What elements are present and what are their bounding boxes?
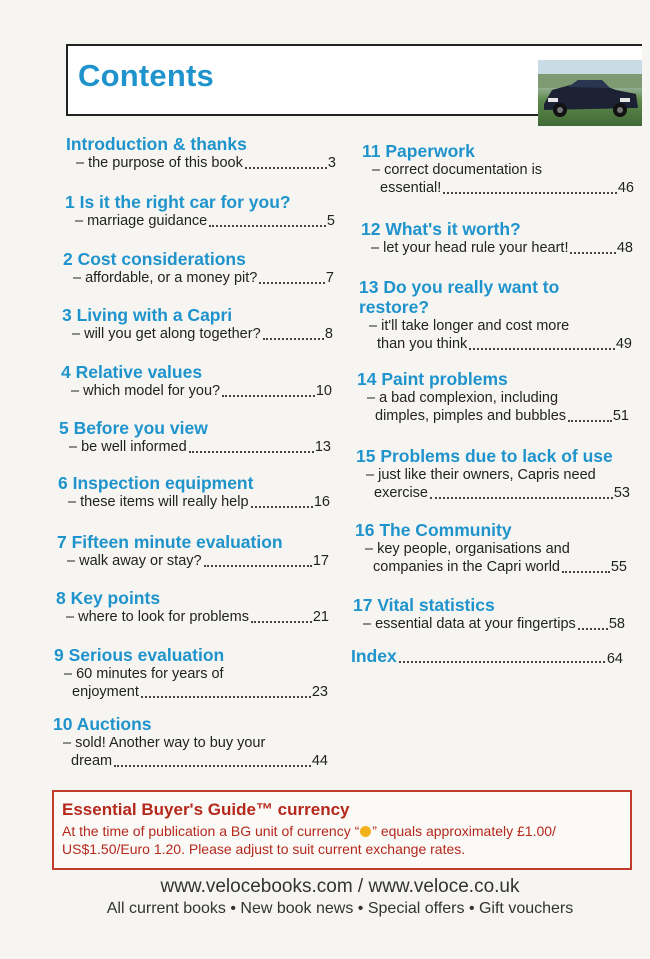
- toc-entry-description-text: – correct documentation is: [372, 162, 543, 178]
- leader-dots: [204, 565, 312, 567]
- contents-header: [66, 44, 642, 116]
- toc-entry-description: [61, 382, 332, 400]
- leader-dots: [114, 765, 311, 767]
- toc-entry-description-text: – sold! Another way to buy your: [63, 735, 266, 751]
- leader-dots: [443, 192, 617, 194]
- toc-entry-description-text: – just like their owners, Capris need: [366, 467, 596, 483]
- toc-entry-description: [357, 389, 629, 407]
- toc-entry-description: [54, 683, 328, 701]
- toc-entry-title: 3 Living with a Capri: [62, 305, 233, 325]
- toc-entry-title: 4 Relative values: [61, 362, 203, 382]
- toc-page-number: 8: [324, 326, 333, 342]
- toc-entry-description-text: – essential data at your fingertips: [363, 616, 576, 632]
- leader-dots: [251, 621, 312, 623]
- toc-entry[interactable]: [357, 369, 629, 425]
- toc-entry-description: [63, 269, 334, 287]
- toc-entry-description: [57, 552, 329, 570]
- leader-dots: [222, 395, 315, 397]
- toc-entry-description-text: exercise: [374, 485, 428, 501]
- toc-entry-title: 11 Paperwork: [362, 141, 475, 161]
- currency-box: [52, 790, 632, 870]
- toc-entry-description: [361, 239, 633, 257]
- toc-page-number: 21: [312, 609, 329, 625]
- footer-url[interactable]: www.velocebooks.com / www.veloce.co.uk: [160, 876, 520, 897]
- toc-entry-description-text: – these items will really help: [68, 494, 249, 510]
- toc-entry-description-text: – key people, organisations and: [365, 541, 570, 557]
- toc-entry-title: 10 Auctions: [53, 714, 152, 734]
- toc-entry[interactable]: [65, 192, 335, 230]
- page-title: Contents: [78, 58, 214, 93]
- toc-entry-description-text: dream: [71, 753, 113, 769]
- toc-entry-description: [62, 325, 333, 343]
- toc-entry[interactable]: [362, 141, 634, 197]
- toc-entry-description-text: – the purpose of this book: [76, 155, 243, 171]
- toc-entry-title: 7 Fifteen minute evaluation: [57, 532, 283, 552]
- toc-entry[interactable]: [355, 520, 627, 576]
- index-title: Index: [351, 646, 397, 666]
- toc-page-number: 49: [615, 336, 632, 352]
- toc-entry-description: [355, 558, 627, 576]
- toc-entry-title: 6 Inspection equipment: [58, 473, 254, 493]
- toc-entry-description-text: dimples, pimples and bubbles: [375, 408, 567, 424]
- leader-dots: [141, 696, 311, 698]
- toc-entry-description: [56, 608, 329, 626]
- leader-dots: [245, 167, 327, 169]
- toc-entry[interactable]: [57, 532, 329, 570]
- toc-entry-title: 15 Problems due to lack of use: [356, 446, 613, 466]
- toc-entry-description-text: – marriage guidance: [75, 213, 208, 229]
- toc-entry-title: Introduction & thanks: [66, 134, 247, 154]
- toc-entry-description: [362, 179, 634, 197]
- toc-entry-description-text: – 60 minutes for years of: [64, 666, 224, 682]
- toc-entry-description: [58, 493, 330, 511]
- leader-dots: [251, 506, 313, 508]
- currency-text-before: At the time of publication a BG unit of currency “: [62, 823, 360, 839]
- toc-entry-description: [355, 540, 627, 558]
- toc-entry-description: [66, 154, 336, 172]
- toc-entry-title: 9 Serious evaluation: [54, 645, 225, 665]
- toc-entry[interactable]: [356, 446, 630, 502]
- toc-entry-description-text: – a bad complexion, including: [367, 390, 559, 406]
- toc-page-number: 7: [325, 270, 334, 286]
- toc-entry-title: 1 Is it the right car for you?: [65, 192, 291, 212]
- toc-entry-description: [53, 752, 328, 770]
- toc-entry-description-text: – be well informed: [69, 439, 187, 455]
- toc-entry-title: 2 Cost considerations: [63, 249, 246, 269]
- leader-dots: [259, 282, 325, 284]
- toc-entry-title: 16 The Community: [355, 520, 512, 540]
- toc-entry-description-text: essential!: [380, 180, 442, 196]
- toc-entry-description: [356, 484, 630, 502]
- toc-entry-description: [357, 407, 629, 425]
- toc-entry[interactable]: [359, 277, 632, 353]
- toc-entry-title: 5 Before you view: [59, 418, 208, 438]
- coin-icon: [360, 826, 371, 837]
- toc-entry-description-text: – affordable, or a money pit?: [73, 270, 258, 286]
- toc-entry-title: 14 Paint problems: [357, 369, 508, 389]
- leader-dots: [578, 628, 608, 630]
- toc-entry-description: [59, 438, 331, 456]
- toc-entry[interactable]: [353, 595, 625, 633]
- currency-text-line2: US$1.50/Euro 1.20. Please adjust to suit current exchange rates.: [62, 841, 466, 857]
- toc-entry[interactable]: [62, 305, 333, 343]
- toc-entry[interactable]: [58, 473, 330, 511]
- toc-entry-description: [54, 665, 328, 683]
- toc-entry[interactable]: [54, 645, 328, 701]
- toc-entry-title: 17 Vital statistics: [353, 595, 495, 615]
- capri-car-photo: [538, 60, 642, 126]
- toc-entry-description-text: – walk away or stay?: [67, 553, 202, 569]
- toc-page-number: 44: [311, 753, 328, 769]
- currency-text: [62, 822, 624, 858]
- currency-title: Essential Buyer's Guide™ currency: [62, 800, 350, 819]
- leader-dots: [430, 497, 613, 499]
- toc-entry[interactable]: [361, 219, 633, 257]
- currency-text-after: ” equals approximately £1.00/: [372, 823, 556, 839]
- toc-entry-description-text: companies in the Capri world: [373, 559, 560, 575]
- toc-entry-title: 8 Key points: [56, 588, 161, 608]
- toc-entry-description: [359, 335, 632, 353]
- toc-entry-description-text: – will you get along together?: [72, 326, 261, 342]
- toc-page-number: 46: [617, 180, 634, 196]
- toc-entry-title-continued: restore?: [359, 297, 430, 317]
- toc-page-number: 17: [312, 553, 329, 569]
- toc-entry-description-text: – let your head rule your heart!: [371, 240, 569, 256]
- leader-dots: [469, 348, 615, 350]
- toc-page-number: 13: [314, 439, 331, 455]
- toc-page-number: 23: [311, 684, 328, 700]
- index-entry[interactable]: [351, 646, 623, 667]
- leader-dots: [562, 571, 610, 573]
- toc-page-number: 16: [313, 494, 330, 510]
- toc-entry-title: 12 What's it worth?: [361, 219, 521, 239]
- leader-dots: [570, 252, 615, 254]
- toc-entry-description-text: enjoyment: [72, 684, 139, 700]
- leader-dots: [568, 420, 612, 422]
- toc-entry-description-text: – where to look for problems: [66, 609, 249, 625]
- toc-page-number: 55: [610, 559, 627, 575]
- toc-entry-description: [65, 212, 335, 230]
- footer-links: All current books • New book news • Special offers • Gift vouchers: [106, 900, 574, 917]
- toc-entry[interactable]: [63, 249, 334, 287]
- toc-entry[interactable]: [59, 418, 331, 456]
- index-page-number: 64: [606, 651, 623, 667]
- toc-entry-description: [359, 317, 632, 335]
- toc-entry-description: [362, 161, 634, 179]
- toc-entry[interactable]: [61, 362, 332, 400]
- toc-entry-description: [356, 466, 630, 484]
- toc-page-number: 10: [315, 383, 332, 399]
- toc-page-number: 5: [326, 213, 335, 229]
- toc-entry-description-text: than you think: [377, 336, 468, 352]
- toc-entry-description-text: – it'll take longer and cost more: [369, 318, 570, 334]
- leader-dots: [399, 661, 605, 663]
- toc-page-number: 58: [608, 616, 625, 632]
- toc-page-number: 48: [616, 240, 633, 256]
- toc-entry-description: [353, 615, 625, 633]
- toc-entry-description: [53, 734, 328, 752]
- toc-entry[interactable]: [53, 714, 328, 770]
- toc-page-number: 3: [327, 155, 336, 171]
- leader-dots: [209, 225, 326, 227]
- toc-entry-description-text: – which model for you?: [71, 383, 221, 399]
- toc-entry[interactable]: [56, 588, 329, 626]
- leader-dots: [189, 451, 314, 453]
- toc-entry[interactable]: [66, 134, 336, 172]
- toc-entry-title: 13 Do you really want to: [359, 277, 560, 297]
- toc-page-number: 51: [612, 408, 629, 424]
- toc-page-number: 53: [613, 485, 630, 501]
- leader-dots: [263, 338, 324, 340]
